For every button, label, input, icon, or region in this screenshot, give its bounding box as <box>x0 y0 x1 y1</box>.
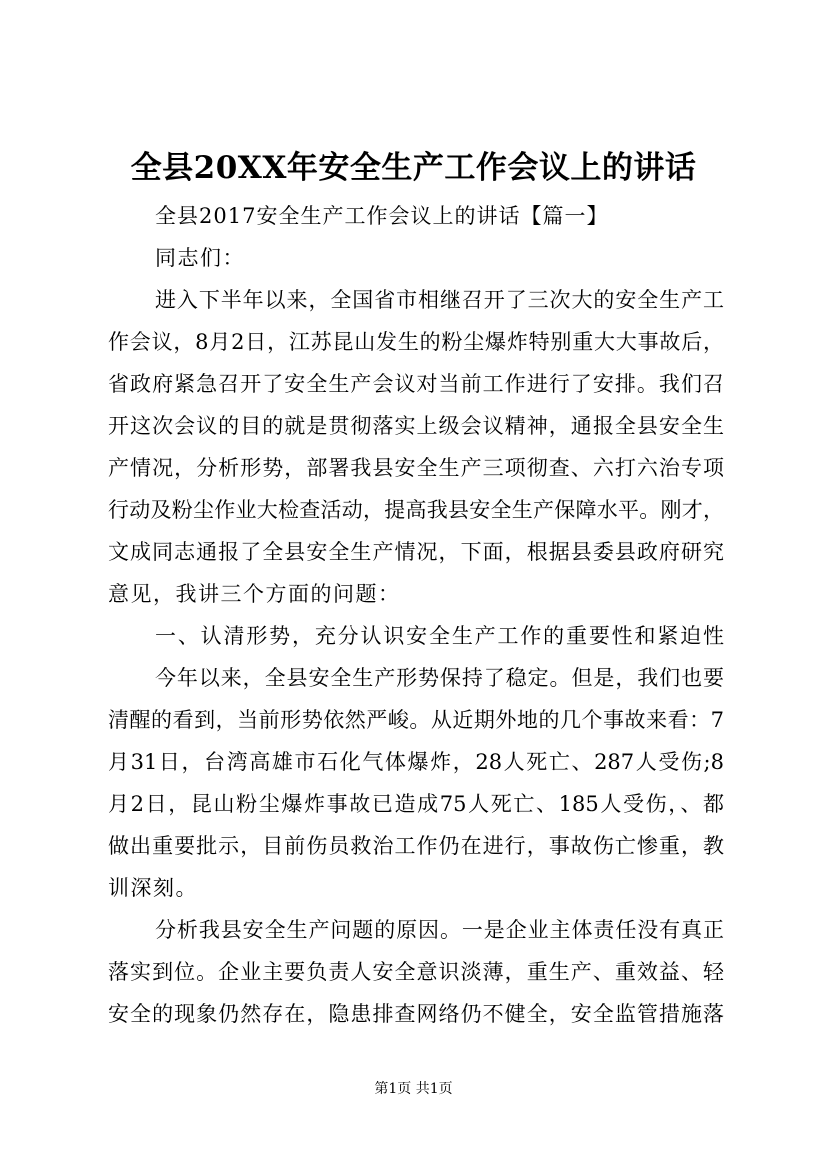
body-line: 今年以来，全县安全生产形势保持了稳定。但是，我们也要 <box>155 666 724 690</box>
document-subtitle: 全县2017安全生产工作会议上的讲话【篇一】 <box>155 204 609 228</box>
body-line: 行动及粉尘作业大检查活动，提高我县安全生产保障水平。刚才， <box>108 498 724 522</box>
body-line: 做出重要批示，目前伤员救治工作仍在进行，事故伤亡惨重，教 <box>108 834 724 858</box>
body-line: 落实到位。企业主要负责人安全意识淡薄，重生产、重效益、轻 <box>108 960 724 984</box>
section-heading: 一、认清形势，充分认识安全生产工作的重要性和紧迫性 <box>155 624 724 648</box>
body-line: 省政府紧急召开了安全生产会议对当前工作进行了安排。我们召 <box>108 372 724 396</box>
body-line: 意见，我讲三个方面的问题： <box>108 582 401 606</box>
body-line: 开这次会议的目的就是贯彻落实上级会议精神，通报全县安全生 <box>108 414 724 438</box>
salutation-line: 同志们： <box>155 246 245 270</box>
body-line: 月31日，台湾高雄市石化气体爆炸，28人死亡、287人受伤;8 <box>108 750 724 774</box>
body-line: 分析我县安全生产问题的原因。一是企业主体责任没有真正 <box>155 918 724 942</box>
body-line: 训深刻。 <box>108 876 198 900</box>
page-number-footer: 第1页 共1页 <box>374 1081 453 1097</box>
body-line: 清醒的看到，当前形势依然严峻。从近期外地的几个事故来看：7 <box>108 708 724 732</box>
body-line: 文成同志通报了全县安全生产情况，下面，根据县委县政府研究 <box>108 540 724 564</box>
body-line: 安全的现象仍然存在，隐患排查网络仍不健全，安全监管措施落 <box>108 1002 724 1026</box>
body-line: 作会议，8月2日，江苏昆山发生的粉尘爆炸特别重大大事故后， <box>108 330 724 354</box>
body-line: 进入下半年以来，全国省市相继召开了三次大的安全生产工 <box>155 288 724 312</box>
body-line: 产情况，分析形势，部署我县安全生产三项彻查、六打六治专项 <box>108 456 724 480</box>
body-line: 月2日，昆山粉尘爆炸事故已造成75人死亡、185人受伤，、都 <box>108 792 724 816</box>
document-title: 全县20XX年安全生产工作会议上的讲话 <box>130 150 697 186</box>
